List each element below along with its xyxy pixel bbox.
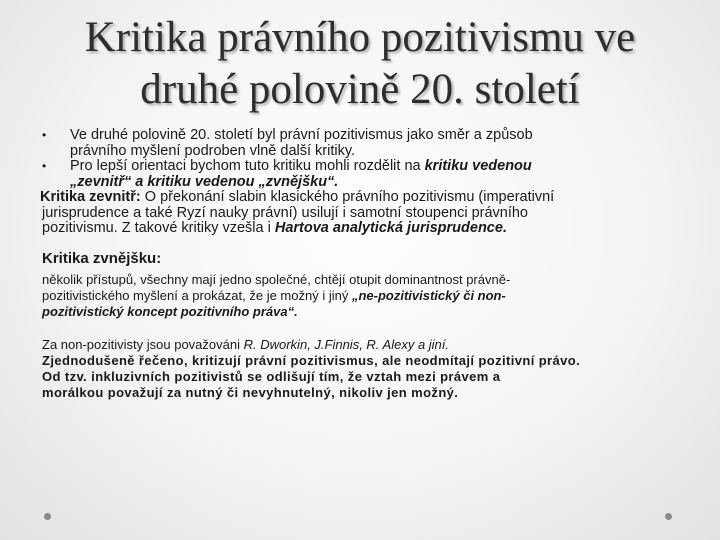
non-positivists-line-3: Od tzv. inkluzivních pozitivistů se odlišují tím, že vztah mezi právem a xyxy=(42,369,501,384)
hart-emphasis: Hartova analytická jurisprudence. xyxy=(274,220,507,236)
inside-critique-line-1 xyxy=(40,190,682,206)
outside-critique-text-2: pozitivistického myšlení a prokázat, že je možný i jiný xyxy=(42,288,352,303)
outside-critique-line-3 xyxy=(42,304,682,320)
outside-critique-line-1: několik přístupů, všechny mají jedno společné, chtějí otupit dominantnost právně- xyxy=(42,272,511,287)
inside-critique-text-3: pozitivismu. Z takové kritiky vzešla i xyxy=(42,220,275,236)
inside-critique-text-1: O překonání slabin klasického právního pozitivismu (imperativní xyxy=(140,189,555,205)
outside-critique-line-2 xyxy=(42,288,682,304)
outside-critique xyxy=(42,251,682,321)
bullet-1-line-2: právního myšlení podroben vlně další kritiky. xyxy=(70,142,356,159)
outside-critique-label: Kritika zvnějšku: xyxy=(42,249,162,267)
bullet-2-text: Pro lepší orientaci bychom tuto kritiku mohli rozdělit na xyxy=(70,158,425,174)
inside-critique-label: Kritika zevnitř: xyxy=(40,189,141,205)
bullet-1-line-1: Ve druhé polovině 20. století byl právní pozitivismus jako směr a způsob xyxy=(70,127,533,143)
non-positivist-emphasis-2: pozitivistický koncept pozitivního práva“. xyxy=(42,304,298,319)
bullet-2-emphasis: kritiku vedenou xyxy=(424,158,532,174)
non-positivist-emphasis: „ne-pozitivistický či non- xyxy=(351,288,506,303)
inside-critique-line-3 xyxy=(42,221,682,237)
non-positivists-line-2: Zjednodušeně řečeno, kritizují právní pozitivismus, ale neodmítají pozitivní právo. xyxy=(42,353,581,368)
bullet-item-1 xyxy=(42,128,682,159)
authors-emphasis: R. Dworkin, J.Finnis, R. Alexy a jiní. xyxy=(243,337,450,352)
corner-dot-left xyxy=(44,513,51,520)
non-positivists-paragraph xyxy=(42,337,682,401)
slide-title-line-2: druhé polovině 20. století xyxy=(140,66,580,113)
inside-critique-line-2: jurisprudence a také Ryzí nauky právní) usilují i samotní stoupenci právního xyxy=(42,204,528,221)
bullet-dot: • xyxy=(42,128,47,142)
slide-body xyxy=(42,128,682,401)
bullet-2-line-1 xyxy=(70,159,682,175)
non-positivists-text-1: Za non-pozitivisty jsou považováni xyxy=(42,337,244,352)
bullet-dot: • xyxy=(42,159,47,173)
non-positivists-line-4: morálkou považují za nutný či nevyhnutelný, nikoliv jen možný. xyxy=(42,385,459,400)
inside-critique xyxy=(0,190,682,237)
slide-title-line-1: Kritika právního pozitivismu ve xyxy=(84,14,636,61)
slide-title xyxy=(20,12,700,116)
bullet-2-line-2 xyxy=(70,175,682,191)
bullet-2-emphasis-2: „zevnitř“ a kritiku vedenou „zvnějšku“. xyxy=(70,173,339,190)
corner-dot-right xyxy=(665,513,672,520)
non-positivists-line-1 xyxy=(42,337,682,353)
bullet-item-2 xyxy=(42,159,682,190)
